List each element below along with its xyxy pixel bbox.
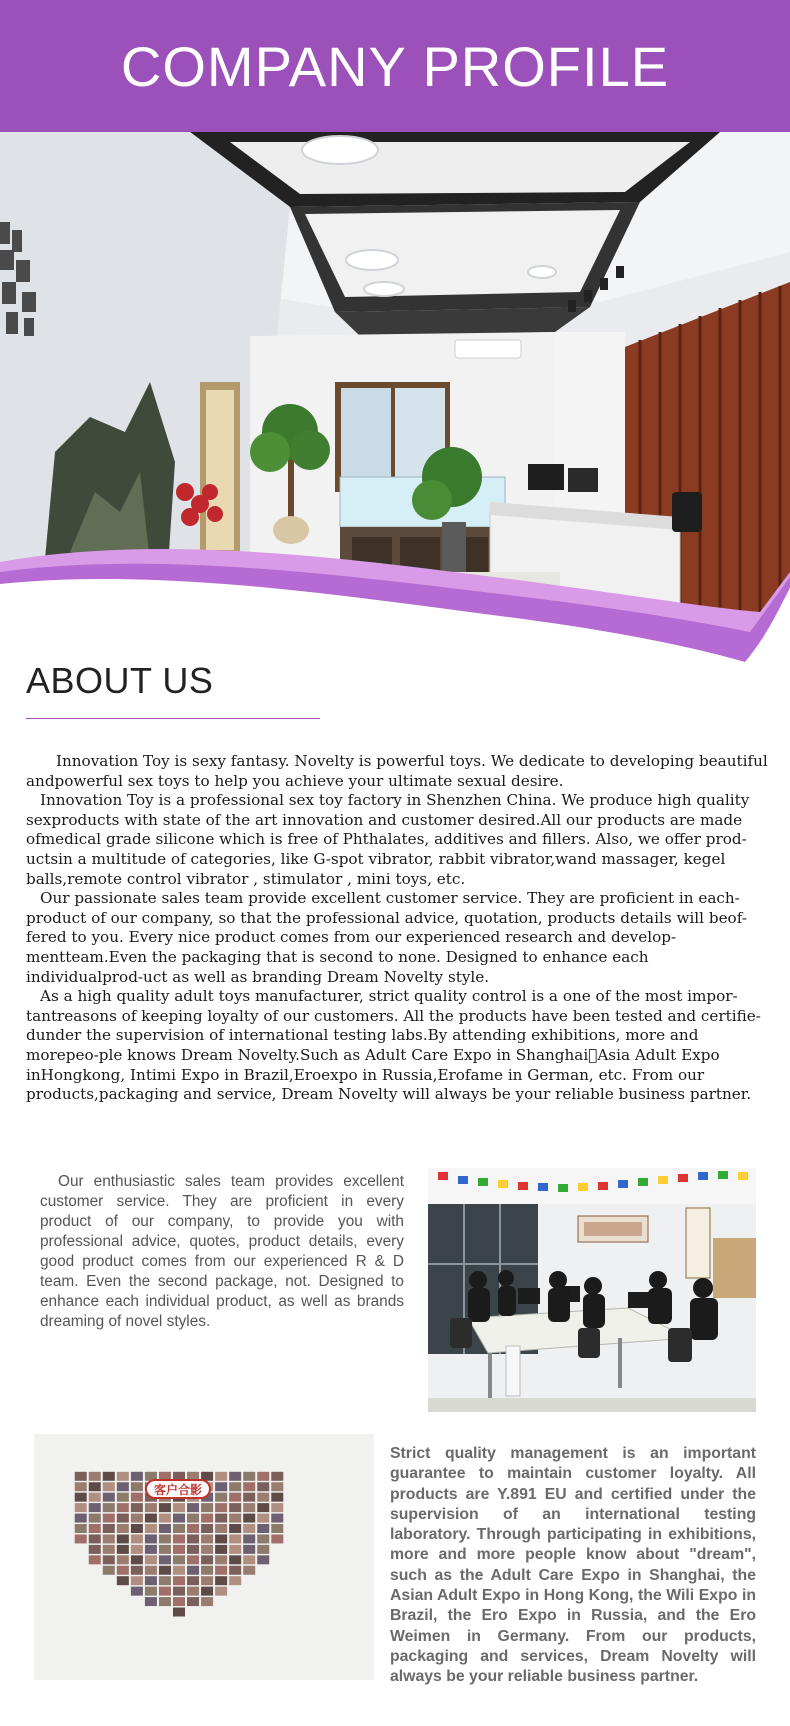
heart-photo-tile xyxy=(243,1482,255,1491)
about-paragraph: As a high quality adult toys manufacturer, strict quality control is a one of the most impor-tantreasons of keeping loyalty of our customers. All the products have been tested and certifie-dunder the supervision of international testing labs.By attending exhibitions, more and morepeo-ple knows Dream Novelty.Such as Adult Care Expo in Shanghai Asia Adult Expo inHongkong, Intimi Expo in Brazil,Eroexpo in Russia,Erofame in German, etc. From our products,packaging and service, Dream Novelty will always be your reliable business partner. xyxy=(26,987,761,1104)
heart-photo-tile xyxy=(243,1503,255,1512)
heart-photo-tile xyxy=(131,1576,143,1585)
heart-photo-tile xyxy=(145,1534,157,1543)
heart-photo-tile xyxy=(187,1534,199,1543)
heart-photo-tile xyxy=(257,1482,269,1491)
about-paragraph: Our passionate sales team provide excellent customer service. They are proficient in each-product of our company, so that the professional advice, quotation, products details will beof-fered to you. Every nice product comes from our experienced research and develop-mentteam.Even the packaging that is second to none. Designed to enhance each individualprod-uct as well as branding Dream Novelty style. xyxy=(26,889,747,986)
wall-sign-text: 客户合影 xyxy=(153,1483,203,1497)
heart-photo-tile xyxy=(145,1597,157,1606)
heart-photo-tile xyxy=(89,1524,101,1533)
heart-photo-tile xyxy=(117,1545,129,1554)
heart-photo-tile xyxy=(243,1493,255,1502)
heart-photo-tile xyxy=(257,1524,269,1533)
about-us-divider xyxy=(26,718,320,719)
heart-photo-tile xyxy=(187,1587,199,1596)
heart-photo-tile xyxy=(229,1566,241,1575)
heart-photo-tile xyxy=(173,1608,185,1617)
heart-photo-tile xyxy=(271,1503,283,1512)
heart-photo-tile xyxy=(159,1503,171,1512)
heart-photo-tile xyxy=(187,1566,199,1575)
heart-photo-tile xyxy=(117,1576,129,1585)
heart-photo-tile xyxy=(103,1545,115,1554)
heart-photo-tile xyxy=(215,1493,227,1502)
heart-photo-tile xyxy=(75,1493,87,1502)
heart-photo-tile xyxy=(257,1514,269,1523)
heart-photo-tile xyxy=(173,1545,185,1554)
heart-photo-tile xyxy=(131,1545,143,1554)
heart-photo-tile xyxy=(229,1534,241,1543)
heart-photo-tile xyxy=(271,1524,283,1533)
about-paragraph: Innovation Toy is sexy fantasy. Novelty is powerful toys. We dedicate to developing beautiful andpowerful sex toys to help you achieve your ultimate sexual desire. xyxy=(26,752,768,790)
heart-photo-tile xyxy=(201,1514,213,1523)
heart-photo-tile xyxy=(89,1482,101,1491)
heart-photo-tile xyxy=(257,1534,269,1543)
heart-photo-tile xyxy=(159,1534,171,1543)
sales-team-photo xyxy=(428,1168,756,1412)
heart-photo-tile xyxy=(187,1597,199,1606)
heart-photo-tile xyxy=(215,1566,227,1575)
heart-photo-tile xyxy=(103,1566,115,1575)
heart-photo-tile xyxy=(159,1597,171,1606)
heart-photo-tile xyxy=(145,1555,157,1564)
heart-photo-tile xyxy=(271,1482,283,1491)
heart-photo-tile xyxy=(201,1545,213,1554)
heart-photo-tile xyxy=(75,1472,87,1481)
heart-photo-tile xyxy=(103,1472,115,1481)
heart-photo-tile xyxy=(243,1524,255,1533)
heart-photo-tile xyxy=(159,1576,171,1585)
heart-photo-tile xyxy=(131,1524,143,1533)
heart-photo-tile xyxy=(229,1576,241,1585)
heart-photo-tile xyxy=(187,1503,199,1512)
heart-photo-tile xyxy=(187,1555,199,1564)
heart-photo-tile xyxy=(89,1534,101,1543)
about-us-heading: ABOUT US xyxy=(26,660,214,701)
heart-photo-tile xyxy=(131,1482,143,1491)
heart-photo-tile xyxy=(117,1514,129,1523)
heart-photo-tile xyxy=(243,1566,255,1575)
heart-photo-tile xyxy=(159,1566,171,1575)
heart-photo-tile xyxy=(257,1545,269,1554)
heart-photo-tile xyxy=(117,1493,129,1502)
heart-photo-tile xyxy=(173,1524,185,1533)
heart-photo-tile xyxy=(243,1555,255,1564)
heart-photo-tile xyxy=(187,1576,199,1585)
heart-photo-tile xyxy=(229,1524,241,1533)
heart-photo-tile xyxy=(131,1534,143,1543)
sales-team-text: Our enthusiastic sales team provides excellent customer service. They are proficient in every product of our company, to provide you with professional advice, quotes, product details, every good product comes from our experienced R & D team. Even the second package, not. Designed to enhance each individual product, as well as brands dreaming of novel styles. xyxy=(40,1173,404,1330)
heart-photo-tile xyxy=(103,1482,115,1491)
heart-photo-tile xyxy=(103,1524,115,1533)
heart-photo-tile xyxy=(243,1545,255,1554)
heart-photo-tile xyxy=(201,1587,213,1596)
heart-photo-tile xyxy=(75,1534,87,1543)
heart-photo-tile xyxy=(187,1524,199,1533)
heart-photo-tile xyxy=(257,1472,269,1481)
heart-photo-tile xyxy=(187,1514,199,1523)
heart-photo-tile xyxy=(117,1482,129,1491)
heart-photo-tile xyxy=(131,1472,143,1481)
heart-photo-tile xyxy=(117,1524,129,1533)
heart-photo-tile xyxy=(145,1514,157,1523)
heart-photo-tile xyxy=(201,1503,213,1512)
heart-photo-tile xyxy=(159,1545,171,1554)
heart-photo-tile xyxy=(215,1545,227,1554)
heart-photo-tile xyxy=(215,1472,227,1481)
about-paragraph: Innovation Toy is a professional sex toy factory in Shenzhen China. We produce high quality sexproducts with state of the art innovation and customer desired.All our products are made ofmedical grade silicone which is free of Phthalates, additives and fillers. Also, we offer prod-uctsin a multitude of categories, like G-spot vibrator, rabbit vibrator,wand massager, kegel balls,remote control vibrator , stimulator , mini toys, etc. xyxy=(26,791,750,888)
heart-photo-tile xyxy=(257,1493,269,1502)
heart-photo-tile xyxy=(229,1472,241,1481)
heart-photo-tile xyxy=(117,1566,129,1575)
heart-photo-tile xyxy=(117,1555,129,1564)
heart-photo-tile xyxy=(257,1503,269,1512)
heart-photo-tile xyxy=(75,1524,87,1533)
heart-photo-tile xyxy=(89,1503,101,1512)
heart-photo-tile xyxy=(215,1555,227,1564)
heart-photo-tile xyxy=(215,1503,227,1512)
heart-photo-tile xyxy=(271,1534,283,1543)
heart-photo-tile xyxy=(257,1555,269,1564)
office-hero-photo xyxy=(0,132,790,732)
heart-photo-tile xyxy=(271,1514,283,1523)
heart-photo-tile xyxy=(117,1503,129,1512)
page-title: COMPANY PROFILE xyxy=(120,34,670,98)
heart-photo-tile xyxy=(201,1576,213,1585)
heart-photo-tile xyxy=(103,1514,115,1523)
heart-photo-tile xyxy=(75,1503,87,1512)
heart-photo-tile xyxy=(103,1493,115,1502)
heart-photo-tile xyxy=(145,1545,157,1554)
heart-photo-tile xyxy=(173,1576,185,1585)
heart-photo-tile xyxy=(103,1534,115,1543)
heart-photo-tile xyxy=(229,1482,241,1491)
heart-photo-tile xyxy=(159,1587,171,1596)
heart-photo-tile xyxy=(159,1514,171,1523)
heart-photo-tile xyxy=(229,1493,241,1502)
heart-photo-tile xyxy=(215,1514,227,1523)
heart-photo-tile xyxy=(131,1566,143,1575)
heart-photo-tile xyxy=(271,1493,283,1502)
customer-photo-wall xyxy=(34,1434,374,1680)
heart-photo-tile xyxy=(103,1555,115,1564)
heart-photo-tile xyxy=(75,1514,87,1523)
about-us-body xyxy=(26,752,768,1105)
heart-photo-tile xyxy=(229,1545,241,1554)
heart-photo-tile xyxy=(173,1514,185,1523)
heart-photo-tile xyxy=(173,1597,185,1606)
heart-photo-tile xyxy=(173,1587,185,1596)
heart-photo-tile xyxy=(173,1566,185,1575)
heart-photo-tile xyxy=(89,1555,101,1564)
heart-photo-tile xyxy=(229,1514,241,1523)
heart-photo-tile xyxy=(131,1514,143,1523)
heart-photo-tile xyxy=(243,1534,255,1543)
heart-photo-tile xyxy=(215,1524,227,1533)
heart-photo-tile xyxy=(117,1534,129,1543)
heart-photo-tile xyxy=(89,1545,101,1554)
heart-photo-tile xyxy=(75,1482,87,1491)
heart-photo-tile xyxy=(145,1524,157,1533)
heart-photo-tile xyxy=(229,1555,241,1564)
heart-photo-tile xyxy=(173,1534,185,1543)
heart-photo-tile xyxy=(131,1493,143,1502)
heart-photo-tile xyxy=(243,1514,255,1523)
heart-photo-tile xyxy=(201,1555,213,1564)
heart-photo-tile xyxy=(201,1597,213,1606)
header-banner xyxy=(0,0,790,132)
heart-photo-tile xyxy=(89,1472,101,1481)
heart-photo-tile xyxy=(159,1555,171,1564)
heart-photo-tile xyxy=(131,1587,143,1596)
heart-photo-tile xyxy=(187,1545,199,1554)
heart-photo-tile xyxy=(229,1503,241,1512)
heart-photo-tile xyxy=(243,1472,255,1481)
heart-photo-tile xyxy=(145,1566,157,1575)
heart-photo-tile xyxy=(103,1503,115,1512)
heart-photo-tile xyxy=(89,1493,101,1502)
heart-photo-tile xyxy=(271,1472,283,1481)
heart-photo-tile xyxy=(215,1482,227,1491)
heart-photo-tile xyxy=(173,1555,185,1564)
heart-photo-tile xyxy=(215,1587,227,1596)
heart-photo-tile xyxy=(117,1472,129,1481)
heart-photo-tile xyxy=(215,1534,227,1543)
heart-photo-tile xyxy=(145,1503,157,1512)
heart-photo-tile xyxy=(159,1524,171,1533)
heart-photo-tile xyxy=(145,1587,157,1596)
heart-photo-tile xyxy=(215,1576,227,1585)
heart-photo-tile xyxy=(201,1534,213,1543)
heart-photo-tile xyxy=(145,1576,157,1585)
heart-photo-tile xyxy=(201,1566,213,1575)
heart-photo-tile xyxy=(131,1555,143,1564)
quality-management-text: Strict quality management is an important guarantee to maintain customer loyalty. All products are Y.891 EU and certified under the supervision of an international testing laboratory. Through participating in exhibitions, more and more people know about "dream", such as the Adult Care Expo in Shanghai, the Asian Adult Expo in Hong Kong, the Wili Expo in Brazil, the Ero Expo in Russia, and the Ero Weimen in Germany. From our products, packaging and services, Dream Novelty will always be your reliable business partner. xyxy=(390,1445,756,1686)
heart-photo-tile xyxy=(173,1503,185,1512)
heart-photo-tile xyxy=(89,1514,101,1523)
heart-photo-tile xyxy=(131,1503,143,1512)
heart-photo-tile xyxy=(201,1524,213,1533)
